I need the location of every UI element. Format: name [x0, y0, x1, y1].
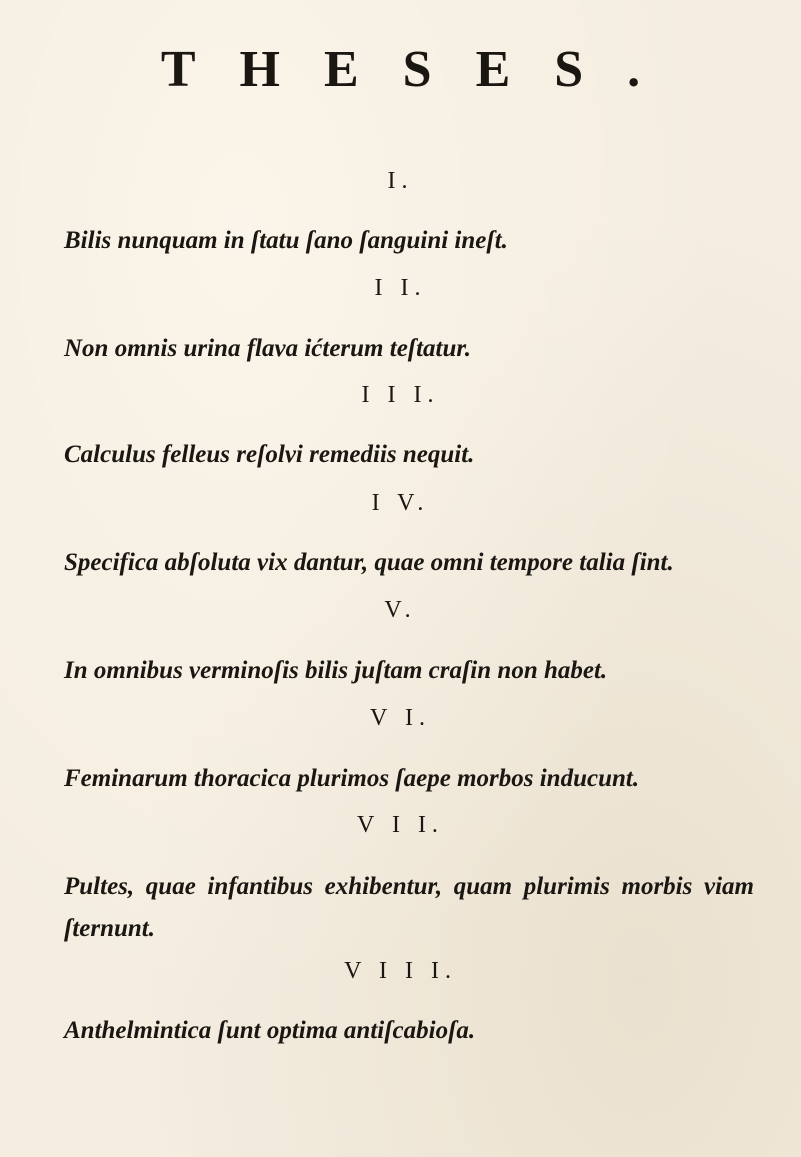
thesis-number-2: I I.	[374, 275, 427, 301]
thesis-text-7: Pultes, quae infantibus exhibentur, quam plurimis morbis viam ſternunt.	[64, 873, 754, 942]
thesis-text-8: Anthelmintica ſunt optima antiſcabioſa.	[64, 1017, 476, 1044]
thesis-number-4: I V.	[371, 490, 430, 516]
page-title: THESES.	[160, 41, 685, 98]
thesis-text-2: Non omnis urina flava ićterum teſtatur.	[64, 335, 472, 362]
thesis-number-7: V I I.	[357, 812, 444, 838]
thesis-number-6: V I.	[370, 705, 431, 731]
thesis-text-5: In omnibus verminoſis bilis juſtam craſin non habet.	[64, 657, 608, 684]
thesis-text-4: Specifica abſoluta vix dantur, quae omni tempore talia ſint.	[64, 549, 674, 576]
thesis-number-1: I.	[387, 168, 414, 194]
thesis-number-5: V.	[384, 597, 417, 623]
thesis-text-6: Feminarum thoracica plurimos ſaepe morbos inducunt.	[64, 765, 640, 792]
thesis-text-1: Bilis nunquam in ſtatu ſano ſanguini ineſt.	[64, 227, 508, 254]
thesis-text-3: Calculus felleus reſolvi remediis nequit.	[64, 441, 475, 468]
thesis-number-3: I I I.	[361, 382, 440, 408]
thesis-number-8: V I I I.	[344, 958, 457, 984]
